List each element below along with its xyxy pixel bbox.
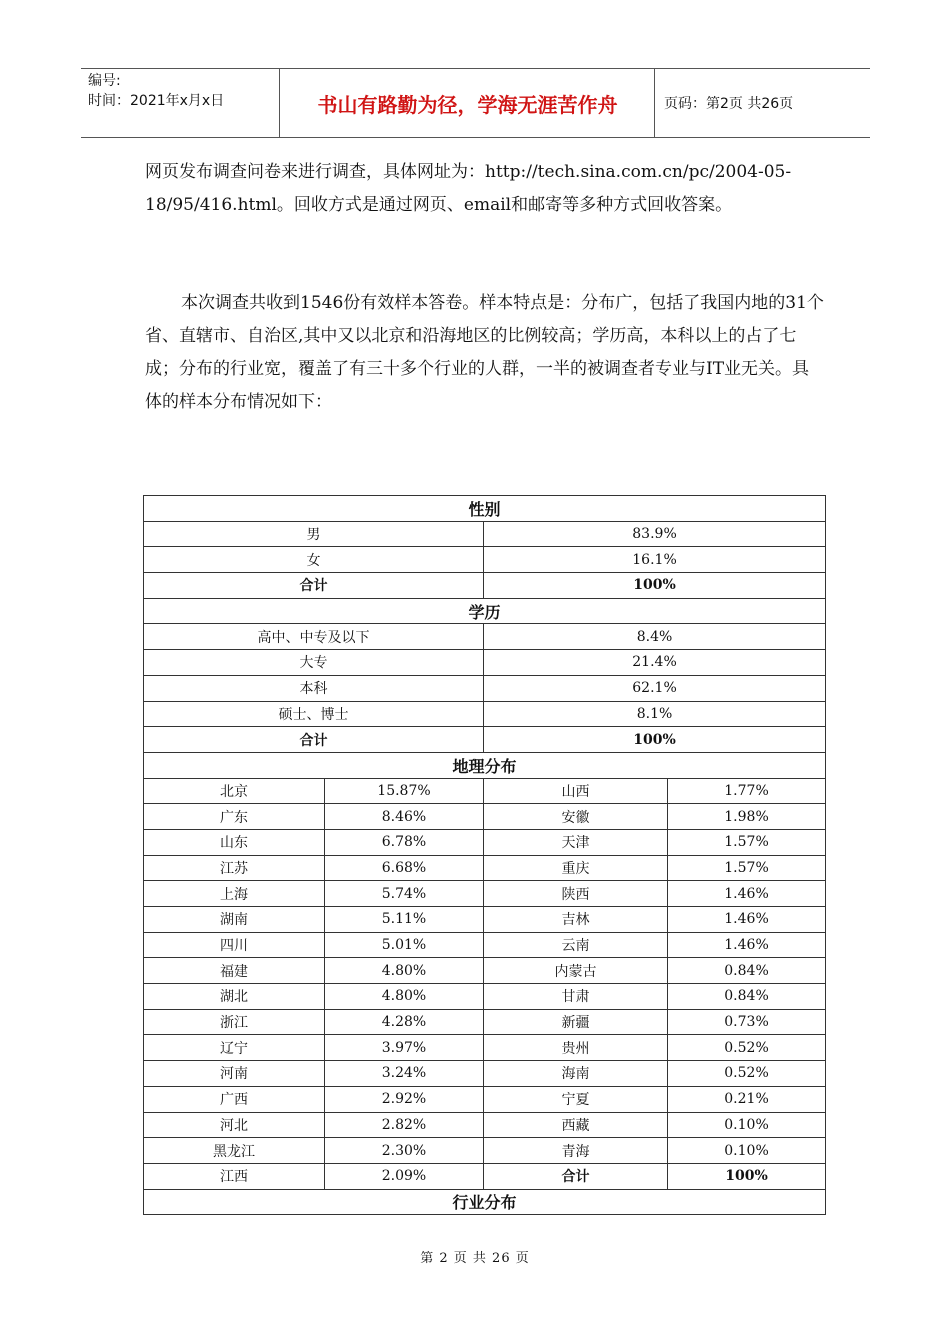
region-cell: 黑龙江 — [144, 1138, 325, 1164]
percent-cell: 2.92% — [325, 1086, 484, 1112]
region-cell: 陕西 — [484, 881, 668, 907]
section-header-row — [144, 752, 826, 778]
percent-cell: 1.57% — [668, 855, 826, 881]
region-cell: 西藏 — [484, 1112, 668, 1138]
percent-cell: 16.1% — [484, 547, 826, 573]
doc-time-label: 时间：2021年x月x日 — [88, 93, 225, 109]
table-row — [144, 675, 826, 701]
region-cell: 辽宁 — [144, 1035, 325, 1061]
table-row — [144, 804, 826, 830]
percent-cell: 4.80% — [325, 984, 484, 1010]
percent-cell: 0.52% — [668, 1061, 826, 1087]
percent-cell: 2.30% — [325, 1138, 484, 1164]
percent-cell: 5.74% — [325, 881, 484, 907]
category-cell: 大专 — [144, 650, 484, 676]
table-row — [144, 1086, 826, 1112]
table-row — [144, 1009, 826, 1035]
percent-cell: 1.46% — [668, 932, 826, 958]
paragraph-sample-summary: 本次调查共收到1546份有效样本答卷。样本特点是：分布广，包括了我国内地的31个省、直辖市、自治区,其中又以北京和沿海地区的比例较高；学历高，本科以上的占了七成；分布的行业宽，覆盖了有三十多个行业的人群，一半的被调查者专业与IT业无关。具体的样本分布情况如下： — [145, 293, 824, 412]
percent-cell: 3.24% — [325, 1061, 484, 1087]
section-title: 地理分布 — [144, 752, 826, 778]
region-cell: 四川 — [144, 932, 325, 958]
region-cell: 浙江 — [144, 1009, 325, 1035]
doc-number-label: 编号: — [88, 73, 121, 89]
region-cell: 北京 — [144, 778, 325, 804]
percent-cell: 100% — [668, 1163, 826, 1189]
percent-cell: 6.68% — [325, 855, 484, 881]
region-cell: 新疆 — [484, 1009, 668, 1035]
region-cell: 贵州 — [484, 1035, 668, 1061]
region-cell: 山东 — [144, 829, 325, 855]
percent-cell: 1.98% — [668, 804, 826, 830]
total-value: 100% — [484, 573, 826, 599]
section-title: 学历 — [144, 598, 826, 624]
table-row — [144, 624, 826, 650]
percent-cell: 5.01% — [325, 932, 484, 958]
percent-cell: 0.10% — [668, 1138, 826, 1164]
header-meta — [81, 69, 280, 137]
region-cell: 重庆 — [484, 855, 668, 881]
percent-cell: 1.57% — [668, 829, 826, 855]
table-row — [144, 829, 826, 855]
section-header-row — [144, 1189, 826, 1215]
total-label: 合计 — [144, 573, 484, 599]
percent-cell: 83.9% — [484, 521, 826, 547]
total-row — [144, 727, 826, 753]
section-header-row — [144, 496, 826, 522]
percent-cell: 3.97% — [325, 1035, 484, 1061]
percent-cell: 4.80% — [325, 958, 484, 984]
sample-distribution-table — [143, 495, 826, 1215]
region-cell: 宁夏 — [484, 1086, 668, 1112]
category-cell: 高中、中专及以下 — [144, 624, 484, 650]
region-cell: 天津 — [484, 829, 668, 855]
region-cell: 江苏 — [144, 855, 325, 881]
header-motto: 书山有路勤为径，学海无涯苦作舟 — [281, 69, 655, 137]
section-title: 性别 — [144, 496, 826, 522]
region-cell: 广东 — [144, 804, 325, 830]
region-cell: 湖北 — [144, 984, 325, 1010]
paragraph-survey-method: 网页发布调查问卷来进行调查，具体网址为：http://tech.sina.com.cn/pc/2004-05-18/95/416.html。回收方式是通过网页、email和邮寄等多种方式回收答案。 — [145, 162, 792, 215]
region-cell: 江西 — [144, 1163, 325, 1189]
percent-cell: 5.11% — [325, 907, 484, 933]
category-cell: 女 — [144, 547, 484, 573]
region-cell: 湖南 — [144, 907, 325, 933]
category-cell: 男 — [144, 521, 484, 547]
page-header — [81, 68, 870, 138]
percent-cell: 1.46% — [668, 881, 826, 907]
percent-cell: 21.4% — [484, 650, 826, 676]
percent-cell: 15.87% — [325, 778, 484, 804]
percent-cell: 0.10% — [668, 1112, 826, 1138]
percent-cell: 6.78% — [325, 829, 484, 855]
category-cell: 硕士、博士 — [144, 701, 484, 727]
percent-cell: 2.09% — [325, 1163, 484, 1189]
percent-cell: 0.21% — [668, 1086, 826, 1112]
percent-cell: 1.46% — [668, 907, 826, 933]
table-row — [144, 778, 826, 804]
category-cell: 本科 — [144, 675, 484, 701]
region-cell: 河南 — [144, 1061, 325, 1087]
percent-cell: 8.46% — [325, 804, 484, 830]
percent-cell: 8.4% — [484, 624, 826, 650]
header-page-info: 页码：第2页 共26页 — [664, 96, 794, 112]
region-cell: 广西 — [144, 1086, 325, 1112]
percent-cell: 0.84% — [668, 958, 826, 984]
region-cell: 上海 — [144, 881, 325, 907]
percent-cell: 8.1% — [484, 701, 826, 727]
table-row — [144, 701, 826, 727]
page-footer: 第 2 页 共 26 页 — [420, 1251, 530, 1266]
region-cell: 河北 — [144, 1112, 325, 1138]
table-row — [144, 932, 826, 958]
region-cell: 甘肃 — [484, 984, 668, 1010]
table-row — [144, 1112, 826, 1138]
region-cell: 山西 — [484, 778, 668, 804]
table-row — [144, 1061, 826, 1087]
total-row — [144, 573, 826, 599]
percent-cell: 0.52% — [668, 1035, 826, 1061]
table-row — [144, 521, 826, 547]
section-title: 行业分布 — [144, 1189, 826, 1215]
region-cell: 青海 — [484, 1138, 668, 1164]
percent-cell: 62.1% — [484, 675, 826, 701]
percent-cell: 1.77% — [668, 778, 826, 804]
region-cell: 海南 — [484, 1061, 668, 1087]
region-cell: 吉林 — [484, 907, 668, 933]
table-row — [144, 855, 826, 881]
total-value: 100% — [484, 727, 826, 753]
region-cell: 内蒙古 — [484, 958, 668, 984]
percent-cell: 0.73% — [668, 1009, 826, 1035]
table-row — [144, 547, 826, 573]
table-row — [144, 1163, 826, 1189]
table-row — [144, 650, 826, 676]
table-row — [144, 881, 826, 907]
region-cell: 安徽 — [484, 804, 668, 830]
region-cell: 福建 — [144, 958, 325, 984]
table-row — [144, 1138, 826, 1164]
percent-cell: 2.82% — [325, 1112, 484, 1138]
table-row — [144, 907, 826, 933]
table-row — [144, 958, 826, 984]
section-header-row — [144, 598, 826, 624]
region-cell: 云南 — [484, 932, 668, 958]
total-label: 合计 — [144, 727, 484, 753]
percent-cell: 0.84% — [668, 984, 826, 1010]
percent-cell: 4.28% — [325, 1009, 484, 1035]
table-row — [144, 1035, 826, 1061]
table-row — [144, 984, 826, 1010]
region-cell: 合计 — [484, 1163, 668, 1189]
